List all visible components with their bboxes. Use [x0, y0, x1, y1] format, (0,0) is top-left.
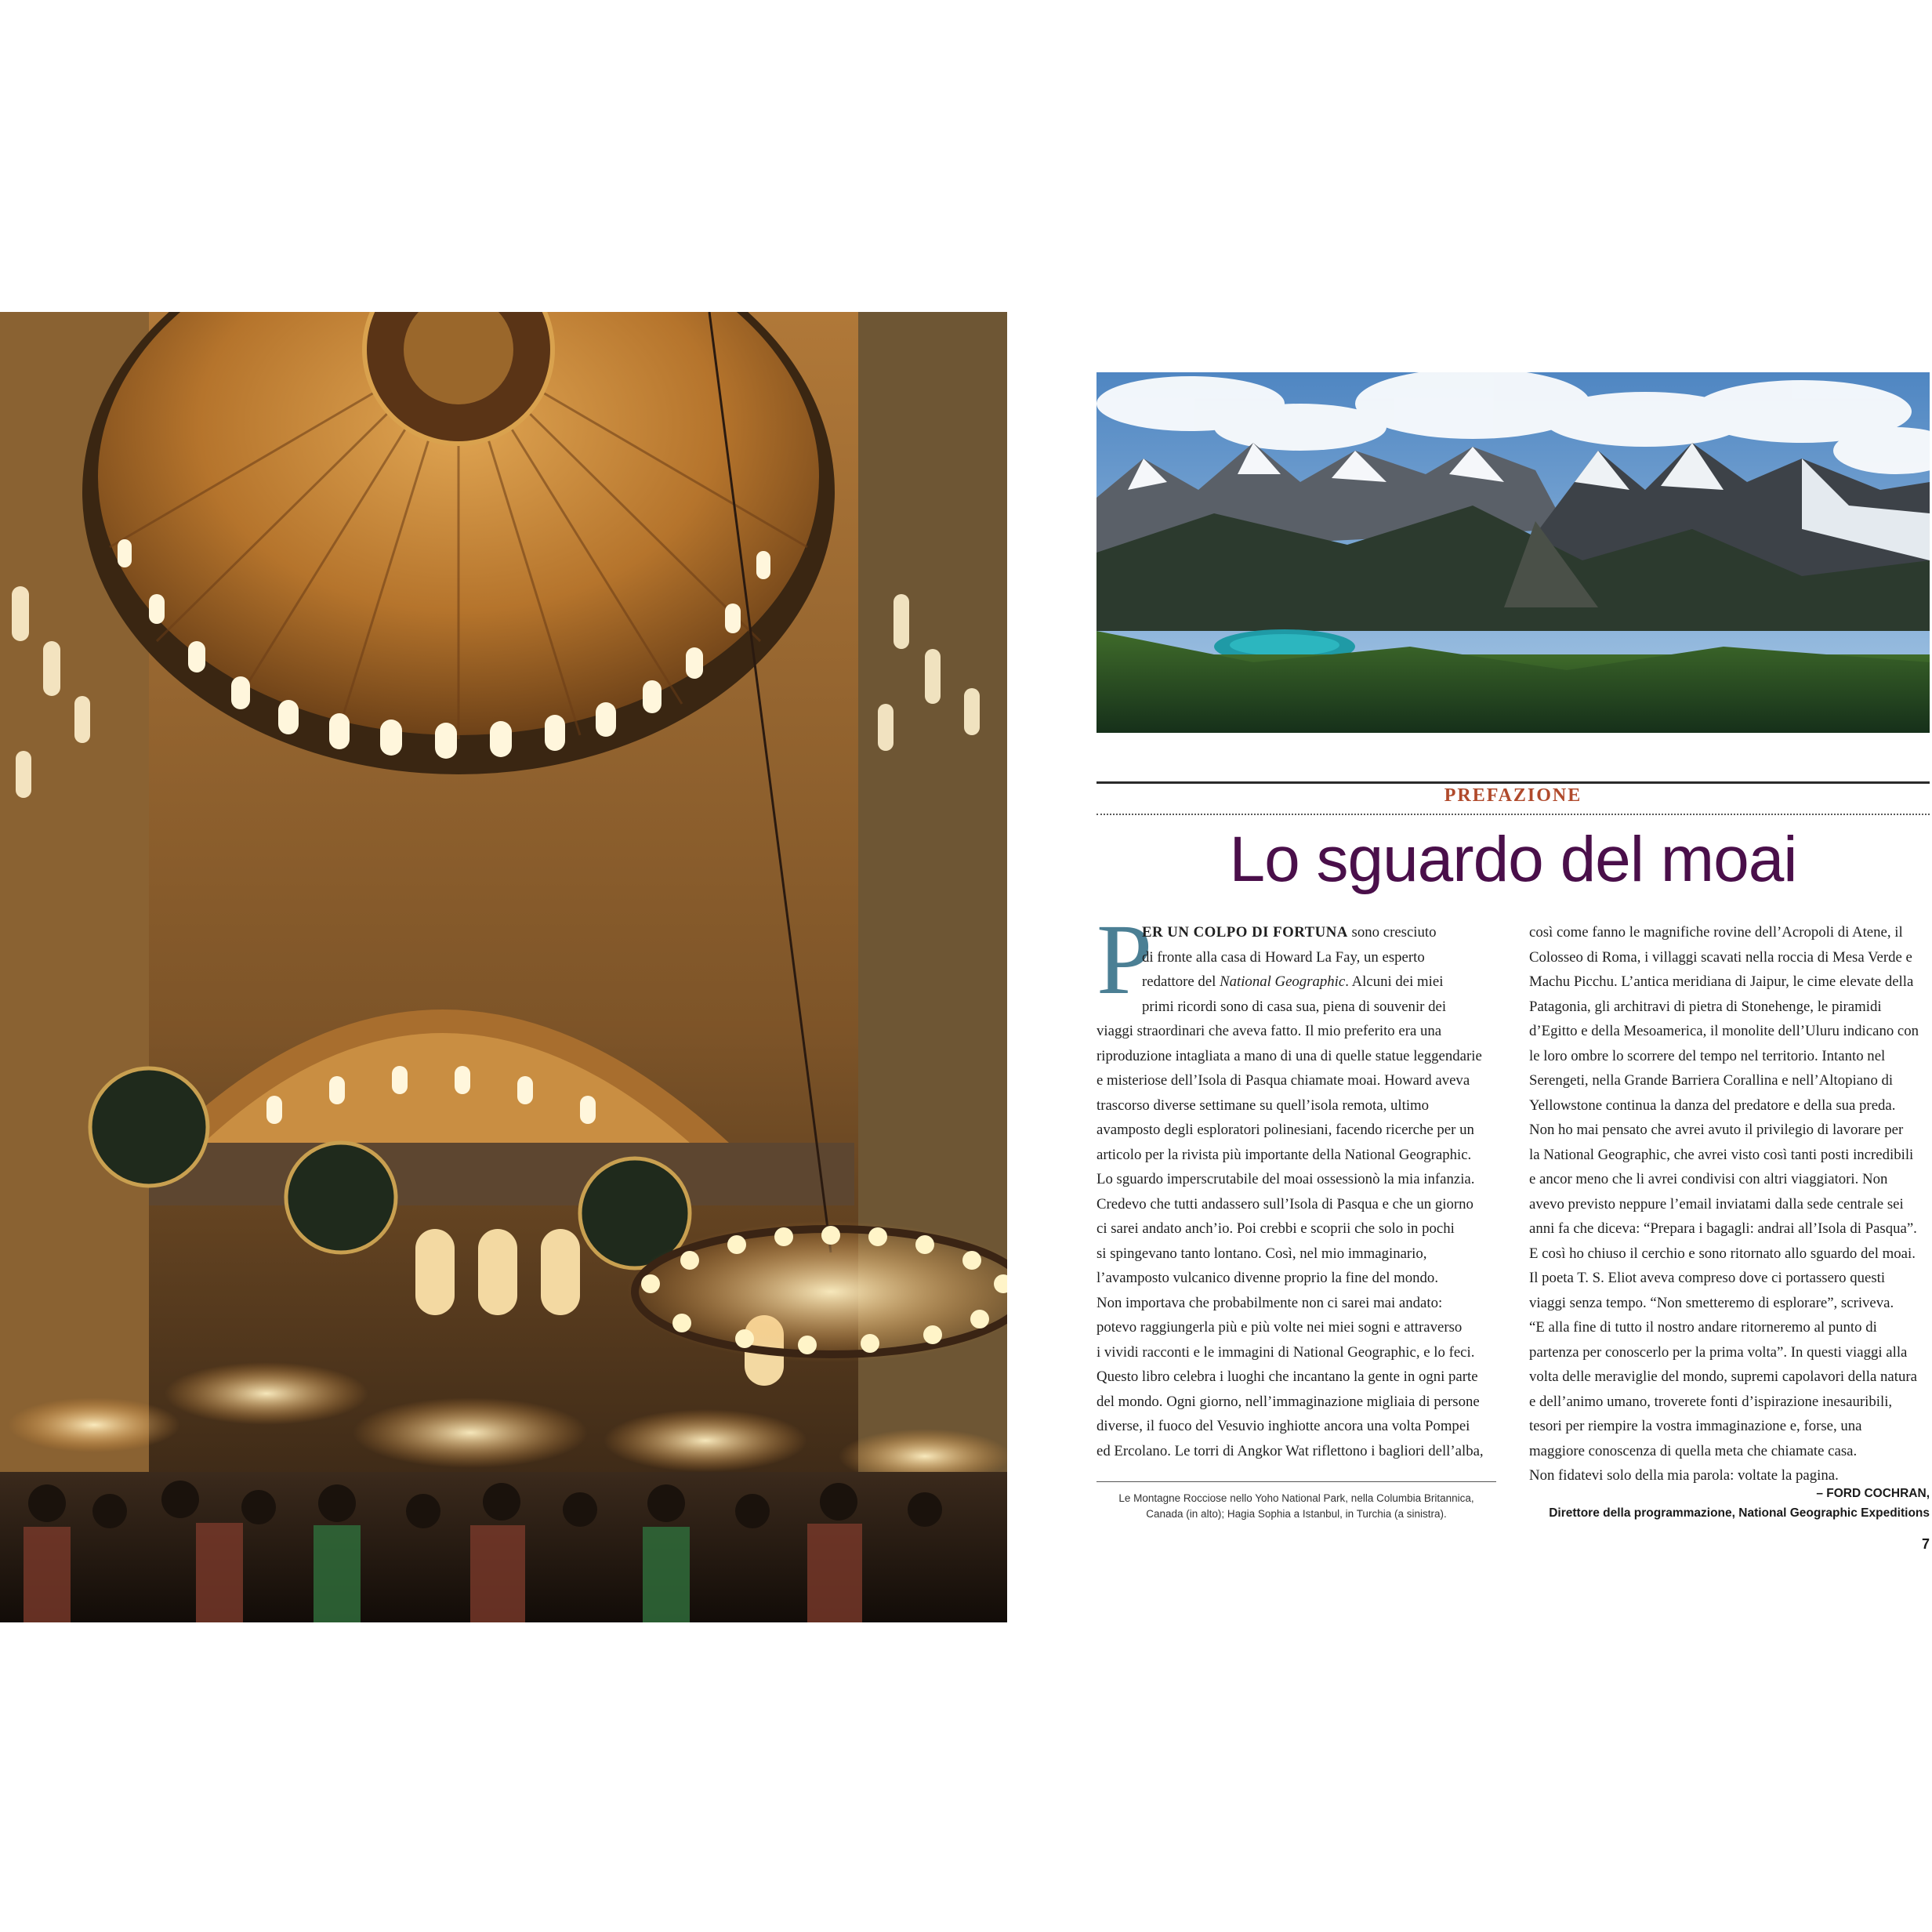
- text-line: Patagonia, gli architravi di pietra di Stonehenge, le piramidi: [1529, 998, 1882, 1015]
- text-column-right: [1529, 920, 1930, 1488]
- hagia-sophia-photo: [0, 312, 1007, 1622]
- text-line: di fronte alla casa di Howard La Fay, un esperto: [1142, 948, 1425, 966]
- text-line: così come fanno le magnifiche rovine dell’Acropoli di Atene, il: [1529, 924, 1903, 941]
- text-line: Non importava che probabilmente non ci sarei mai andato:: [1096, 1294, 1443, 1311]
- text-line: trascorso diverse settimane su quell’isola remota, ultimo: [1096, 1096, 1430, 1114]
- text-line: viaggi senza tempo. “Non smetteremo di esplorare”, scriveva.: [1529, 1294, 1894, 1311]
- text-line: riproduzione intagliata a mano di una di quelle statue leggendarie: [1096, 1047, 1482, 1064]
- text-line: ER UN COLPO DI FORTUNA sono cresciuto: [1142, 924, 1437, 941]
- page-title: Lo sguardo del moai: [1229, 824, 1797, 895]
- text-line: viaggi straordinari che aveva fatto. Il mio preferito era una: [1096, 1023, 1442, 1039]
- drop-cap: P: [1096, 904, 1153, 1015]
- text-line: Serengeti, nella Grande Barriera Corallina e nell’Altopiano di: [1529, 1072, 1894, 1089]
- text-line: diverse, il fuoco del Vesuvio inghiotte ancora una volta Pompei: [1096, 1418, 1470, 1434]
- text-line: Questo libro celebra i luoghi che incantano la gente in ogni parte: [1096, 1368, 1478, 1385]
- page-number: 7: [1921, 1536, 1930, 1552]
- text-line: d’Egitto e della Mesoamerica, il monolite dell’Uluru indicano con: [1529, 1023, 1919, 1039]
- text-line: primi ricordi sono di casa sua, piena di souvenir dei: [1142, 998, 1447, 1015]
- text-line: i vividi racconti e le immagini di National Geographic, e lo feci.: [1096, 1343, 1475, 1361]
- text-line: avevo previsto neppure l’email inviatami dalla sede centrale sei: [1529, 1195, 1904, 1212]
- header-rule: [1096, 781, 1930, 784]
- text-line: E così ho chiuso il cerchio e sono ritornato allo sguardo del moai.: [1529, 1245, 1916, 1262]
- text-line: anni fa che diceva: “Prepara i bagagli: andrai all’Isola di Pasqua”.: [1529, 1220, 1917, 1237]
- lead-smallcaps: ER UN COLPO DI FORTUNA: [1142, 924, 1348, 941]
- text-line: e misteriose dell’Isola di Pasqua chiamate moai. Howard aveva: [1096, 1072, 1470, 1089]
- photo-caption: [1096, 1491, 1496, 1522]
- text-line: del mondo. Ogni giorno, nell’immaginazione migliaia di persone: [1096, 1393, 1480, 1410]
- caption-line-2: Canada (in alto); Hagia Sophia a Istanbul, in Turchia (a sinistra).: [1146, 1508, 1447, 1520]
- text-line: tesori per riempire la vostra immaginazione e, forse, una: [1529, 1418, 1862, 1434]
- text-line: Credevo che tutti andassero sull’Isola di Pasqua e che un giorno: [1096, 1195, 1473, 1212]
- author-name: – FORD COCHRAN,: [1816, 1487, 1930, 1500]
- text-line: Il poeta T. S. Eliot aveva compreso dove ci portassero questi: [1529, 1270, 1886, 1286]
- author-role: Direttore della programmazione, National Geographic Expeditions: [1549, 1506, 1930, 1520]
- text-line: Non fidatevi solo della mia parola: voltate la pagina.: [1529, 1467, 1839, 1484]
- text-line: redattore del National Geographic. Alcuni dei miei: [1142, 973, 1444, 990]
- text-line: la National Geographic, che avrei visto così tanti posti incredibili: [1529, 1146, 1914, 1163]
- text-line: Yellowstone continua la danza del predatore e della sua preda.: [1529, 1096, 1896, 1114]
- caption-rule: [1096, 1481, 1496, 1482]
- text-line: Colosseo di Roma, i villaggi scavati nella roccia di Mesa Verde e: [1529, 948, 1912, 966]
- rocky-mountains-photo: [1096, 372, 1930, 733]
- text-line: maggiore conoscenza di quella meta che chiamate casa.: [1529, 1442, 1858, 1459]
- text-line: avamposto degli esploratori polinesiani, facendo ricerche per un: [1096, 1122, 1474, 1138]
- text-line: si spingevano tanto lontano. Così, nel mio immaginario,: [1096, 1245, 1427, 1262]
- text-line: Lo sguardo imperscrutabile del moai ossessionò la mia infanzia.: [1096, 1171, 1475, 1187]
- text-line: potevo raggiungerla più e più volte nei miei sogni e attraverso: [1096, 1319, 1463, 1336]
- section-label: PREFAZIONE: [1444, 785, 1582, 806]
- text-line: ed Ercolano. Le torri di Angkor Wat riflettono i bagliori dell’alba,: [1096, 1442, 1484, 1459]
- text-line: “E alla fine di tutto il nostro andare ritorneremo al punto di: [1529, 1319, 1877, 1336]
- text-line: le loro ombre lo scorrere del tempo nel territorio. Intanto nel: [1529, 1047, 1886, 1064]
- text-line: ci sarei andato anch’io. Poi crebbi e scoprii che solo in pochi: [1096, 1220, 1455, 1237]
- text-line: volta delle meraviglie del mondo, supremi capolavori della natura: [1529, 1368, 1917, 1385]
- text-line: e dell’animo umano, troverete fonti d’ispirazione inesauribili,: [1529, 1393, 1893, 1410]
- text-line: e ancor meno che li avrei condivisi con altri viaggiatori. Non: [1529, 1171, 1888, 1187]
- caption-line-1: Le Montagne Rocciose nello Yoho National Park, nella Columbia Britannica,: [1118, 1492, 1474, 1504]
- text-line: partenza per conoscerlo per la prima volta”. In questi viaggi alla: [1529, 1343, 1908, 1361]
- text-column-left: [1096, 920, 1496, 1463]
- text-line: l’avamposto vulcanico divenne proprio la fine del mondo.: [1096, 1270, 1439, 1286]
- text-line: Non ho mai pensato che avrei avuto il privilegio di lavorare per: [1529, 1122, 1904, 1138]
- text-line: articolo per la rivista più importante della National Geographic.: [1096, 1146, 1472, 1163]
- text-line: Machu Picchu. L’antica meridiana di Jaipur, le cime elevate della: [1529, 973, 1914, 990]
- dotted-rule: [1096, 814, 1930, 815]
